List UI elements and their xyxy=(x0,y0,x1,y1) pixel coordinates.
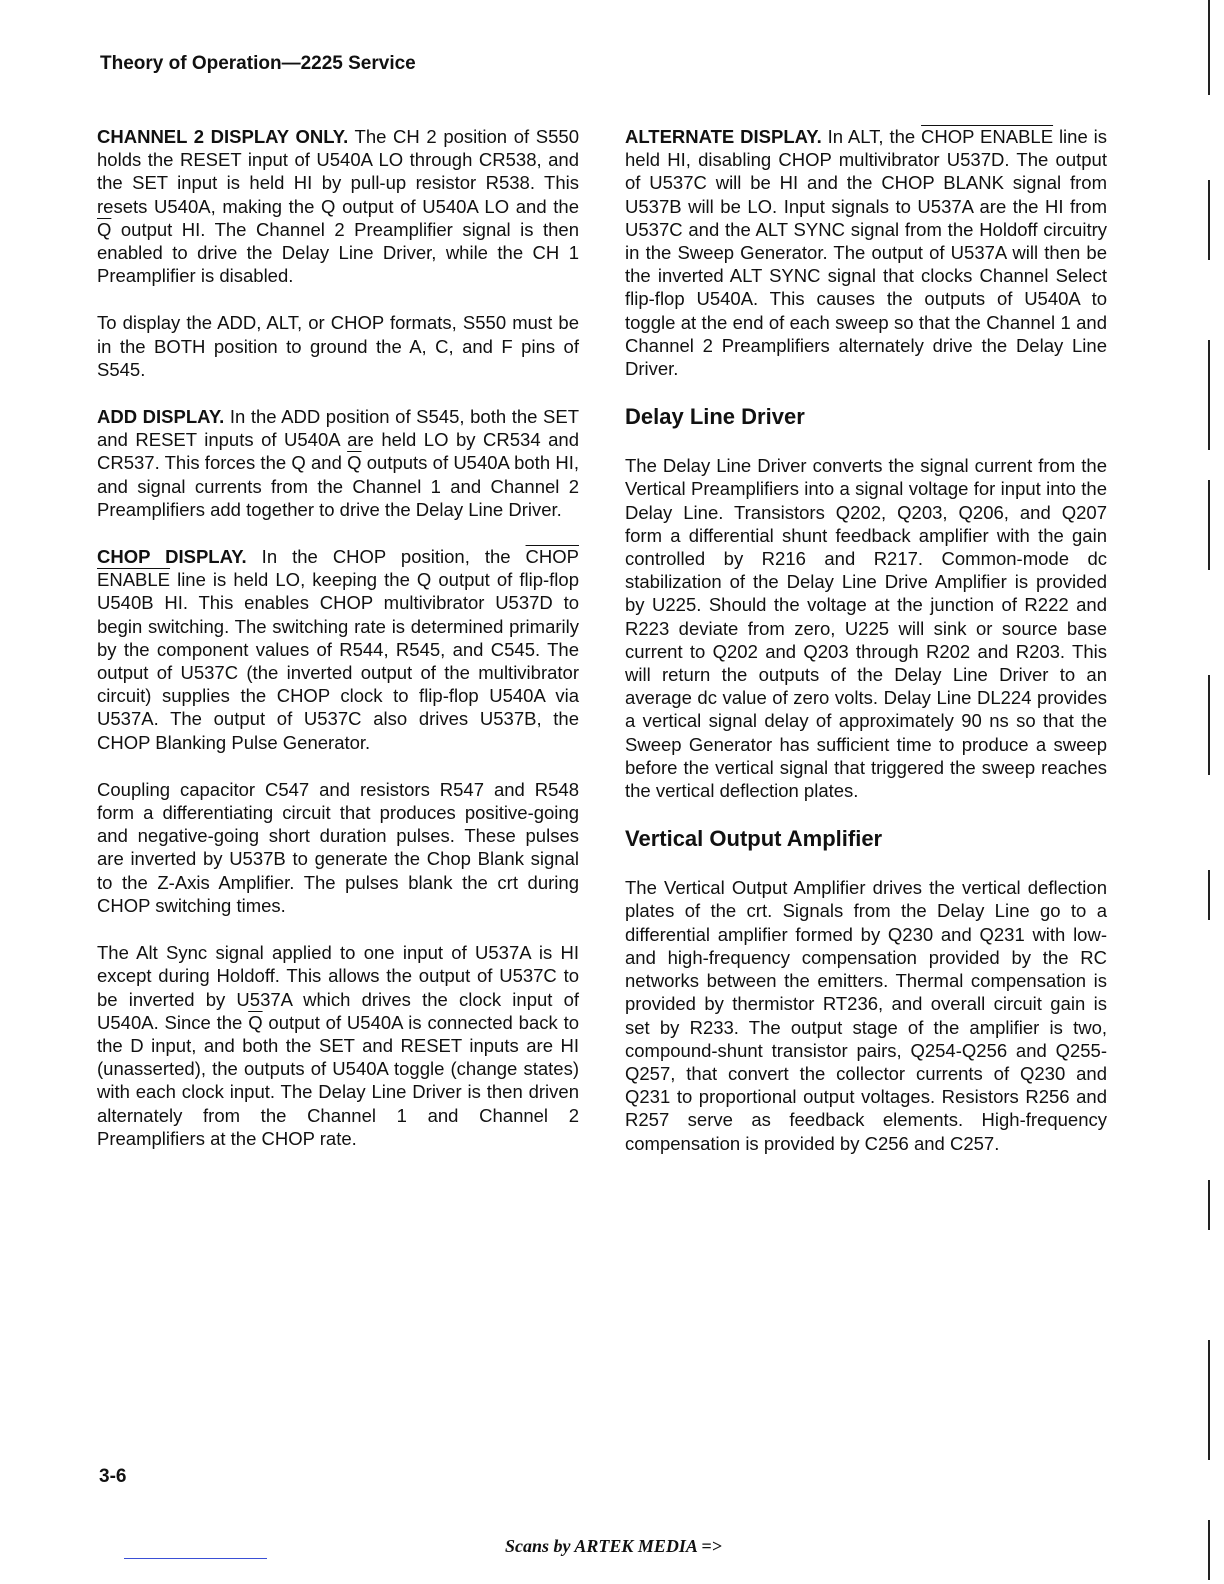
q-bar: $\overline{Q}$ xyxy=(347,452,362,474)
running-header: Theory of Operation—2225 Service xyxy=(100,53,416,74)
lead-alternate-display: ALTERNATE DISPLAY. xyxy=(625,126,822,147)
scan-edge-mark xyxy=(1208,870,1210,920)
scan-edge-mark xyxy=(1208,0,1210,95)
paragraph-channel2-display xyxy=(97,125,579,287)
paragraph-formats: To display the ADD, ALT, or CHOP formats, S550 must be in the BOTH position to ground the A, C, and F pins of S545. xyxy=(97,312,579,380)
text: In ALT, the xyxy=(821,126,922,147)
paragraph-delay-line-driver: The Delay Line Driver converts the signal current from the Vertical Preamplifiers into a signal voltage for input into the Delay Line. Transistors Q202, Q203, Q206, and Q207 form a differential shunt feedback amplifier with the gain controlled by R216 and R217. Common-mode dc stabilization of the Delay Line Drive Amplifier is provided by U225. Should the voltage at the junction of R222 and R223 deviate from zero, U225 will sink or source base current to Q202 and Q203 through R202 and R203. This will return the outputs of the Delay Line Driver to an average dc value of zero volts. Delay Line DL224 provides a vertical signal delay of approximately 90 ns so that the Sweep Generator has sufficient time to produce a sweep before the vertical signal that triggered the sweep reaches the vertical deflection plates. xyxy=(625,455,1107,802)
scan-edge-mark xyxy=(1208,1340,1210,1460)
paragraph-coupling: Coupling capacitor C547 and resistors R547 and R548 form a differentiating circuit that produces positive-going and negative-going short duration pulses. These pulses are inverted by U537B to generate the Chop Blank signal to the Z-Axis Amplifier. The pulses blank the crt during CHOP switching times. xyxy=(97,778,579,916)
paragraph-vertical-output-amplifier: The Vertical Output Amplifier drives the vertical deflection plates of the crt. Signals from the Delay Line go to a differential amplifier formed by Q230 and Q231 with low- and high-frequency compensation provided by the RC networks between the emitters. Thermal compensation is provided by thermistor RT236, and overall circuit gain is set by R233. The output stage of the amplifier is two, compound-shunt transistor pairs, Q254-Q256 and Q255-Q257, that convert the collector currents of Q230 and Q231 to proportional output voltages. Resistors R256 and R257 serve as feedback elements. High-frequency compensation is provided by C256 and C257. xyxy=(625,877,1107,1154)
paragraph-add-display xyxy=(97,405,579,521)
paragraph-alternate-display xyxy=(625,125,1107,380)
right-column xyxy=(625,125,1107,1179)
heading-vertical-output-amplifier: Vertical Output Amplifier xyxy=(625,826,883,852)
text: output of U540A is connected back to the D input, and both the SET and RESET inputs are HI (unasserted), the outputs of U540A toggle (change states) with each clock input. The Delay Line Driver is then driven alternately from the Channel 1 and Channel 2 Preamplifiers at the CHOP rate. xyxy=(97,1011,579,1149)
paragraph-chop-display xyxy=(97,545,579,754)
scans-credit: Scans by ARTEK MEDIA => xyxy=(505,1536,722,1556)
text: In the ADD position of S545, both the SET and RESET inputs of U540A are held LO by CR534 and CR537. This forces the Q and xyxy=(97,406,580,474)
lead-channel2-display: CHANNEL 2 DISPLAY ONLY. xyxy=(97,126,349,147)
text: The CH 2 position of S550 holds the RESET input of U540A LO through CR538, and the SET input is held HI by pull-up resistor R538. This resets U540A, making the Q output of U540A LO and the xyxy=(97,126,579,217)
scan-edge-mark xyxy=(1208,1180,1210,1230)
q-bar: $\overline{Q}$ xyxy=(248,1011,263,1033)
chop-enable-overline: CHOP ENABLE xyxy=(97,546,579,591)
scan-edge-mark xyxy=(1208,1520,1210,1580)
page-number: 3-6 xyxy=(99,1466,127,1487)
text: outputs of U540A both HI, and signal currents from the Channel 1 and Channel 2 Preamplifiers add together to drive the Delay Line Driver. xyxy=(97,452,579,520)
chop-enable-overline: CHOP ENABLE xyxy=(921,126,1054,147)
scan-edge-mark xyxy=(1208,180,1210,260)
left-column xyxy=(97,125,579,1174)
link-underline xyxy=(124,1558,267,1559)
heading-delay-line-driver: Delay Line Driver xyxy=(625,404,805,430)
scan-edge-mark xyxy=(1208,340,1210,450)
q-bar: $\overline{Q}$ xyxy=(97,218,112,240)
scan-edge-mark xyxy=(1208,675,1210,775)
text: output HI. The Channel 2 Preamplifier signal is then enabled to drive the Delay Line Driver, while the CH 1 Preamplifier is disabled. xyxy=(97,218,579,287)
lead-add-display: ADD DISPLAY. xyxy=(97,406,225,428)
text: line is held LO, keeping the Q output of flip-flop U540B HI. This enables CHOP multivibrator U537D to begin switching. The switching rate is determined primarily by the component values of R544, R545, and C545. The output of U537C (the inverted output of the multivibrator circuit) supplies the CHOP clock to flip-flop U540A via U537A. The output of U537C also drives U537B, the CHOP Blanking Pulse Generator. xyxy=(97,569,579,753)
paragraph-alt-sync xyxy=(97,941,579,1150)
text: The Alt Sync signal applied to one input of U537A is HI except during Holdoff. This allows the output of U537C to be inverted by U537A which drives the clock input of U540A. Since the xyxy=(97,942,579,1033)
lead-chop-display: CHOP DISPLAY. xyxy=(97,546,247,568)
text: In the CHOP position, the xyxy=(246,546,526,568)
text: line is held HI, disabling CHOP multivibrator U537D. The output of U537C will be HI and the CHOP BLANK signal from U537B will be LO. Input signals to U537A are the HI from U537C and the ALT SYNC signal from the Holdoff circuitry in the Sweep Generator. The output of U537A will then be the inverted ALT SYNC signal that clocks Channel Select flip-flop U540A. This causes the outputs of U540A to toggle at the end of each sweep so that the Channel 1 and Channel 2 Preamplifiers alternately drive the Delay Line Driver. xyxy=(625,126,1107,380)
scan-edge-mark xyxy=(1208,480,1210,570)
